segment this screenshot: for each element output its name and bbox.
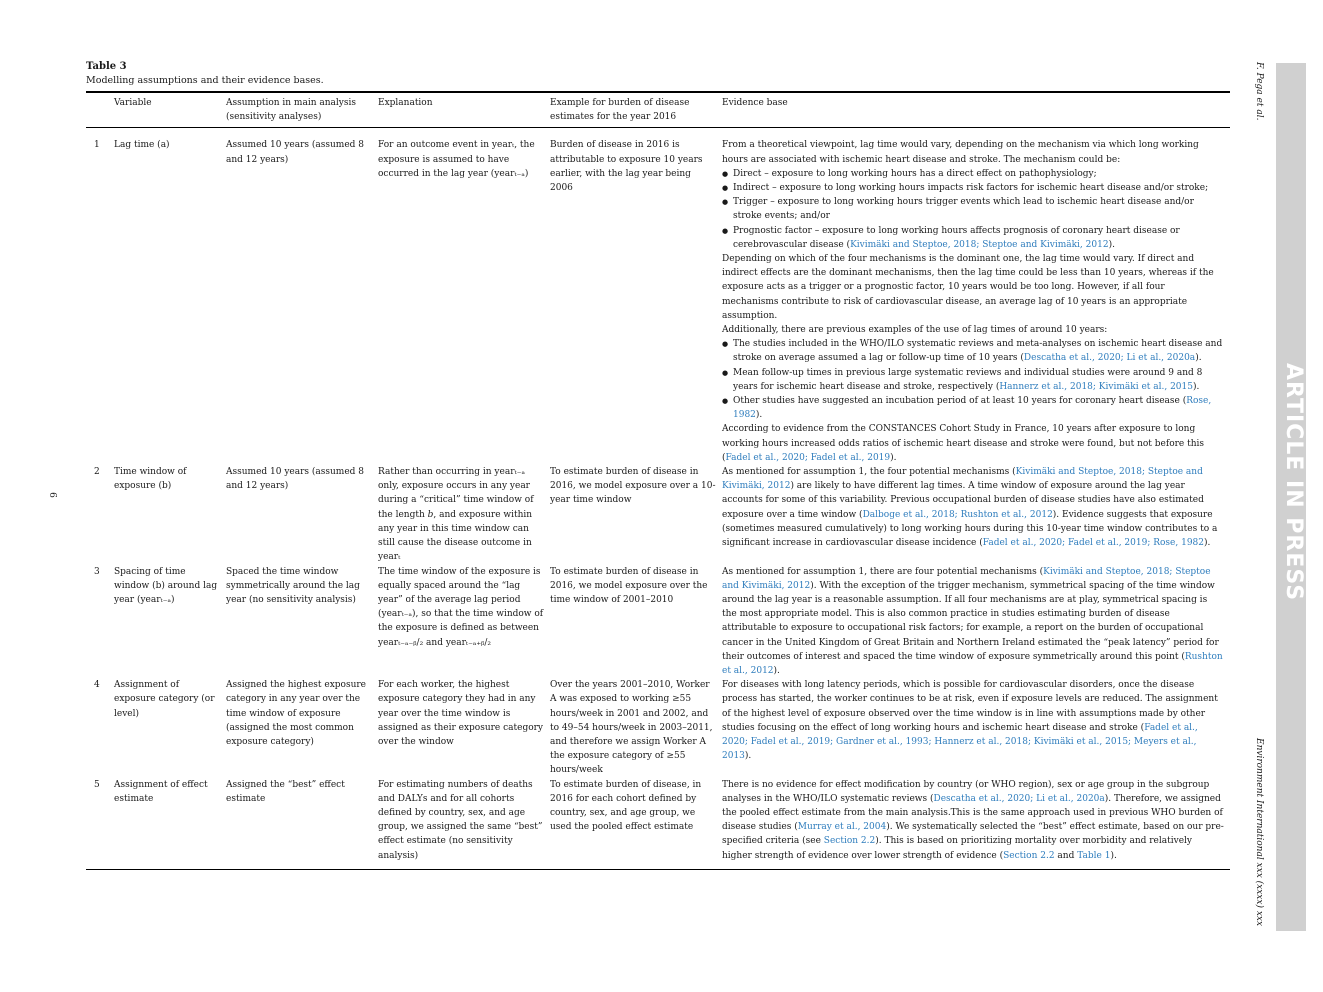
citation-link[interactable]: Fadel et al., 2020; Fadel et al., 2019; Gardner et al., 1993; Hannerz et al., 2018; Kivimäki et al., 2015; Meyers et al., 2013 bbox=[722, 722, 1198, 762]
row-example: Over the years 2001–2010, Worker A was exposed to working ≥55 hours/week in 2001 and 2002, and to 49–54 hours/week in 2003–2011, and therefore we assign Worker A the exposure category of ≥55 hours/week bbox=[550, 680, 713, 776]
list-text: The studies included in the WHO/ILO systematic reviews and meta-analyses on ischemic heart disease and stroke on average assumed a lag or follow-up time of 10 years ( bbox=[733, 339, 1223, 364]
citation-link[interactable]: Kivimäki and Steptoe, 2018; Steptoe and Kivimäki, 2012 bbox=[722, 467, 1203, 492]
citation-link[interactable]: Fadel et al., 2020; Fadel et al., 2019; Rose, 1982 bbox=[982, 538, 1204, 549]
row-variable: Spacing of time window (b) around lag year (yearₜ₋ₐ) bbox=[114, 566, 218, 605]
row-explanation: For estimating numbers of deaths and DALYs and for all cohorts defined by country, sex, and age group, we assigned the same “best” effect estimate (no sensitivity analysis) bbox=[378, 779, 543, 861]
row-explanation: For an outcome event in yearₜ, the exposure is assumed to have occurred in the lag year (yearₜ₋ₐ) bbox=[378, 140, 535, 179]
header-evidence: Evidence base bbox=[722, 98, 788, 108]
row-number: 3 bbox=[94, 566, 100, 577]
table-caption: Modelling assumptions and their evidence bases. bbox=[86, 75, 324, 86]
row-example: To estimate burden of disease, in 2016 for each cohort defined by country, sex, and age group, we used the pooled effect estimate bbox=[550, 779, 702, 833]
row-assumption: Assigned the “best” effect estimate bbox=[226, 779, 345, 804]
row-explanation: For each worker, the highest exposure category they had in any year over the time window is assigned as their exposure category over the window bbox=[378, 680, 544, 747]
running-head-journal: Environment International xxx (xxxx) xxx bbox=[1254, 738, 1264, 927]
running-head-author: F. Pega et al. bbox=[1254, 62, 1264, 121]
evidence-text: ). We systematically selected the “best” effect estimate, based on our pre-specified criteria (see bbox=[722, 822, 1224, 847]
list-text: ). bbox=[1108, 239, 1115, 250]
row-variable: Assignment of exposure category (or level) bbox=[114, 680, 215, 719]
table-row bbox=[86, 565, 1230, 679]
article-in-press-band bbox=[1276, 63, 1306, 931]
table-container bbox=[86, 60, 1230, 870]
assumptions-table bbox=[86, 91, 1230, 870]
citation-link[interactable]: Murray et al., 2004 bbox=[797, 822, 887, 833]
citation-link[interactable]: Descatha et al., 2020; Li et al., 2020a bbox=[933, 793, 1105, 804]
header-example: Example for burden of disease estimates for the year 2016 bbox=[550, 98, 690, 123]
list-item bbox=[722, 366, 1224, 394]
evidence-paragraph: Additionally, there are previous examples of the use of lag times of around 10 years: bbox=[722, 325, 1108, 336]
row-variable: Time window of exposure (b) bbox=[114, 467, 187, 492]
header-assumption: Assumption in main analysis (sensitivity analyses) bbox=[226, 98, 356, 123]
mechanism-list bbox=[722, 167, 1224, 252]
table-header-row bbox=[86, 92, 1230, 128]
evidence-text: and bbox=[1054, 850, 1078, 861]
evidence-text: ). bbox=[1204, 538, 1211, 549]
header-number bbox=[86, 92, 114, 128]
paragraph-text: ). bbox=[890, 452, 897, 463]
explanation-text: Rather than occurring in yearₜ₋ₐ only, exposure occurs in any year during a “critical” time window of the length bbox=[378, 467, 534, 520]
list-text: ). bbox=[1195, 353, 1202, 364]
row-explanation: The time window of the exposure is equally spaced around the “lag year” of the average lag period (yearₜ₋ₐ), so that the time window of the exposure is defined as between yearₜ₋ₐ₋ᵦ/₂ and yearₜ₋ₐ₊ᵦ/₂ bbox=[378, 566, 544, 648]
explanation-text: , and exposure within any year in this time window can still cause the disease outcome in yearₜ bbox=[378, 509, 533, 563]
evidence-paragraph bbox=[722, 422, 1224, 465]
section-link[interactable]: Section 2.2 bbox=[1003, 850, 1055, 861]
row-explanation bbox=[378, 465, 550, 564]
table-link[interactable]: Table 1 bbox=[1077, 850, 1111, 861]
table-label: Table 3 bbox=[86, 61, 127, 72]
evidence-text: ). bbox=[744, 751, 752, 762]
row-assumption: Spaced the time window symmetrically around the lag year (no sensitivity analysis) bbox=[226, 566, 360, 605]
list-item bbox=[722, 224, 1224, 252]
row-example: To estimate burden of disease in 2016, we model exposure over a 10-year time window bbox=[550, 467, 716, 506]
evidence-text: For diseases with long latency periods, which is possible for cardiovascular disorders, once the disease process has started, the worker continues to be at risk, even if exposure levels are reduced. The assignment of the highest level of exposure observed over the time window is in line with assumptions made by other studies focusing on the effect of long working hours and ischemic heart disease and stroke ( bbox=[722, 680, 1218, 733]
list-text: ). bbox=[755, 410, 763, 421]
evidence-intro: From a theoretical viewpoint, lag time would vary, depending on the mechanism via which long working hours are associated with ischemic heart disease and stroke. The mechanism could be: bbox=[722, 140, 1199, 165]
evidence-text: ). bbox=[773, 665, 780, 676]
list-item: ● Indirect – exposure to long working hours impacts risk factors for ischemic heart disease and/or stroke; bbox=[722, 181, 1224, 195]
examples-list bbox=[722, 337, 1224, 422]
row-example: To estimate burden of disease in 2016, we model exposure over the time window of 2001–2010 bbox=[550, 566, 708, 605]
table-row bbox=[86, 778, 1230, 870]
evidence-text: ). This is based on prioritizing mortality over morbidity and relatively higher strength of evidence over lower strength of evidence ( bbox=[722, 836, 1192, 861]
explanation-variable: b bbox=[427, 509, 434, 520]
evidence-text: As mentioned for assumption 1, the four potential mechanisms ( bbox=[722, 467, 1016, 478]
row-assumption: Assumed 10 years (assumed 8 and 12 years) bbox=[226, 140, 365, 165]
list-item bbox=[722, 394, 1224, 422]
list-item: ● Direct – exposure to long working hours has a direct effect on pathophysiology; bbox=[722, 167, 1224, 181]
evidence-text: There is no evidence for effect modification by country (or WHO region), sex or age group in the subgroup analyses in the WHO/ILO systematic reviews ( bbox=[722, 779, 1210, 804]
citation-link[interactable]: Rushton et al., 2012 bbox=[722, 651, 1223, 676]
evidence-text: ). Therefore, we assigned the pooled effect estimate from the main analysis.This is the same approach used in previous WHO burden of disease studies ( bbox=[722, 793, 1223, 833]
row-evidence bbox=[722, 565, 1230, 679]
row-evidence bbox=[722, 678, 1230, 777]
list-text: ). bbox=[1193, 381, 1200, 392]
row-assumption: Assigned the highest exposure category in any year over the time window of exposure (assigned the most common exposure category) bbox=[226, 680, 367, 747]
row-example: Burden of disease in 2016 is attributable to exposure 10 years earlier, with the lag year being 2006 bbox=[550, 140, 703, 194]
table-row bbox=[86, 678, 1230, 777]
citation-link[interactable]: Kivimäki and Steptoe, 2018; Steptoe and Kivimäki, 2012 bbox=[722, 566, 1211, 591]
citation-link[interactable]: Rose, 1982 bbox=[733, 396, 1212, 421]
list-item: ● Trigger – exposure to long working hours trigger events which lead to ischemic heart disease and/or stroke events; and/or bbox=[722, 195, 1224, 223]
list-text: Prognostic factor – exposure to long working hours affects prognosis of coronary heart disease or cerebrovascular disease ( bbox=[733, 225, 1180, 250]
row-evidence bbox=[722, 128, 1230, 465]
citation-link[interactable]: Descatha et al., 2020; Li et al., 2020a bbox=[1023, 353, 1196, 364]
header-variable: Variable bbox=[114, 98, 152, 108]
page-number: 6 bbox=[46, 492, 57, 498]
evidence-text: ). bbox=[1110, 850, 1117, 861]
article-in-press-watermark: ARTICLE IN PRESS bbox=[1281, 363, 1306, 602]
row-number: 2 bbox=[94, 467, 100, 478]
paragraph-text: According to evidence from the CONSTANCES Cohort Study in France, 10 years after exposure to long working hours increased odds ratios of ischemic heart disease and stroke were found, but not before this ( bbox=[722, 424, 1205, 463]
row-assumption: Assumed 10 years (assumed 8 and 12 years) bbox=[226, 467, 365, 492]
row-number: 5 bbox=[94, 779, 100, 790]
table-row bbox=[86, 128, 1230, 465]
section-link[interactable]: Section 2.2 bbox=[823, 836, 876, 847]
row-evidence bbox=[722, 778, 1230, 870]
evidence-text: ). With the exception of the trigger mechanism, symmetrical spacing of the time window around the lag year is a reasonable assumption. If all four mechanisms are at play, symmetrical spacing is the most appropriate model. This is also common practice in studies estimating burden of disease attributable to exposure to occupational risk factors; for example, a report on the burden of occupational cancer in the United Kingdom of Great Britain and Northern Ireland estimated the “peak latency” period for their outcomes of interest and spaced the time window of exposure symmetrically around this point ( bbox=[722, 580, 1219, 662]
list-text: Other studies have suggested an incubation period of at least 10 years for coronary heart disease ( bbox=[733, 396, 1187, 407]
row-variable: Lag time (a) bbox=[114, 140, 170, 151]
citation-link[interactable]: Fadel et al., 2020; Fadel et al., 2019 bbox=[725, 452, 891, 463]
evidence-text: As mentioned for assumption 1, there are four potential mechanisms ( bbox=[722, 566, 1044, 577]
table-row bbox=[86, 465, 1230, 564]
header-explanation: Explanation bbox=[378, 98, 433, 108]
row-evidence bbox=[722, 465, 1230, 564]
list-text: Mean follow-up times in previous large systematic reviews and individual studies were around 9 and 8 years for ischemic heart disease and stroke, respectively ( bbox=[733, 367, 1203, 392]
citation-link[interactable]: Dalboge et al., 2018; Rushton et al., 2012 bbox=[862, 509, 1053, 520]
list-item bbox=[722, 337, 1224, 365]
citation-link[interactable]: Kivimäki and Steptoe, 2018; Steptoe and Kivimäki, 2012 bbox=[850, 239, 1109, 250]
citation-link[interactable]: Hannerz et al., 2018; Kivimäki et al., 2015 bbox=[999, 381, 1193, 392]
evidence-paragraph: Depending on which of the four mechanisms is the dominant one, the lag time would vary. If direct and indirect effects are the dominant mechanisms, then the lag time could be less than 10 years, whereas if the exposure acts as a trigger or a prognostic factor, 10 years would be too long. However, if all four mechanisms contribute to risk of cardiovascular disease, an average lag of 10 years is an appropriate assumption. bbox=[722, 254, 1214, 321]
row-number: 4 bbox=[94, 680, 100, 691]
row-number: 1 bbox=[94, 140, 100, 151]
evidence-text: ) are likely to have different lag times. A time window of exposure around the lag year accounts for some of this variability. Previous occupational burden of disease studies have also estimated exposure over a time window ( bbox=[722, 481, 1204, 520]
evidence-text: ). Evidence suggests that exposure (sometimes measured cumulatively) to long working hours during this 10-year time window contributes to a significant increase in cardiovascular disease incidence ( bbox=[722, 509, 1218, 549]
row-variable: Assignment of effect estimate bbox=[114, 779, 208, 804]
